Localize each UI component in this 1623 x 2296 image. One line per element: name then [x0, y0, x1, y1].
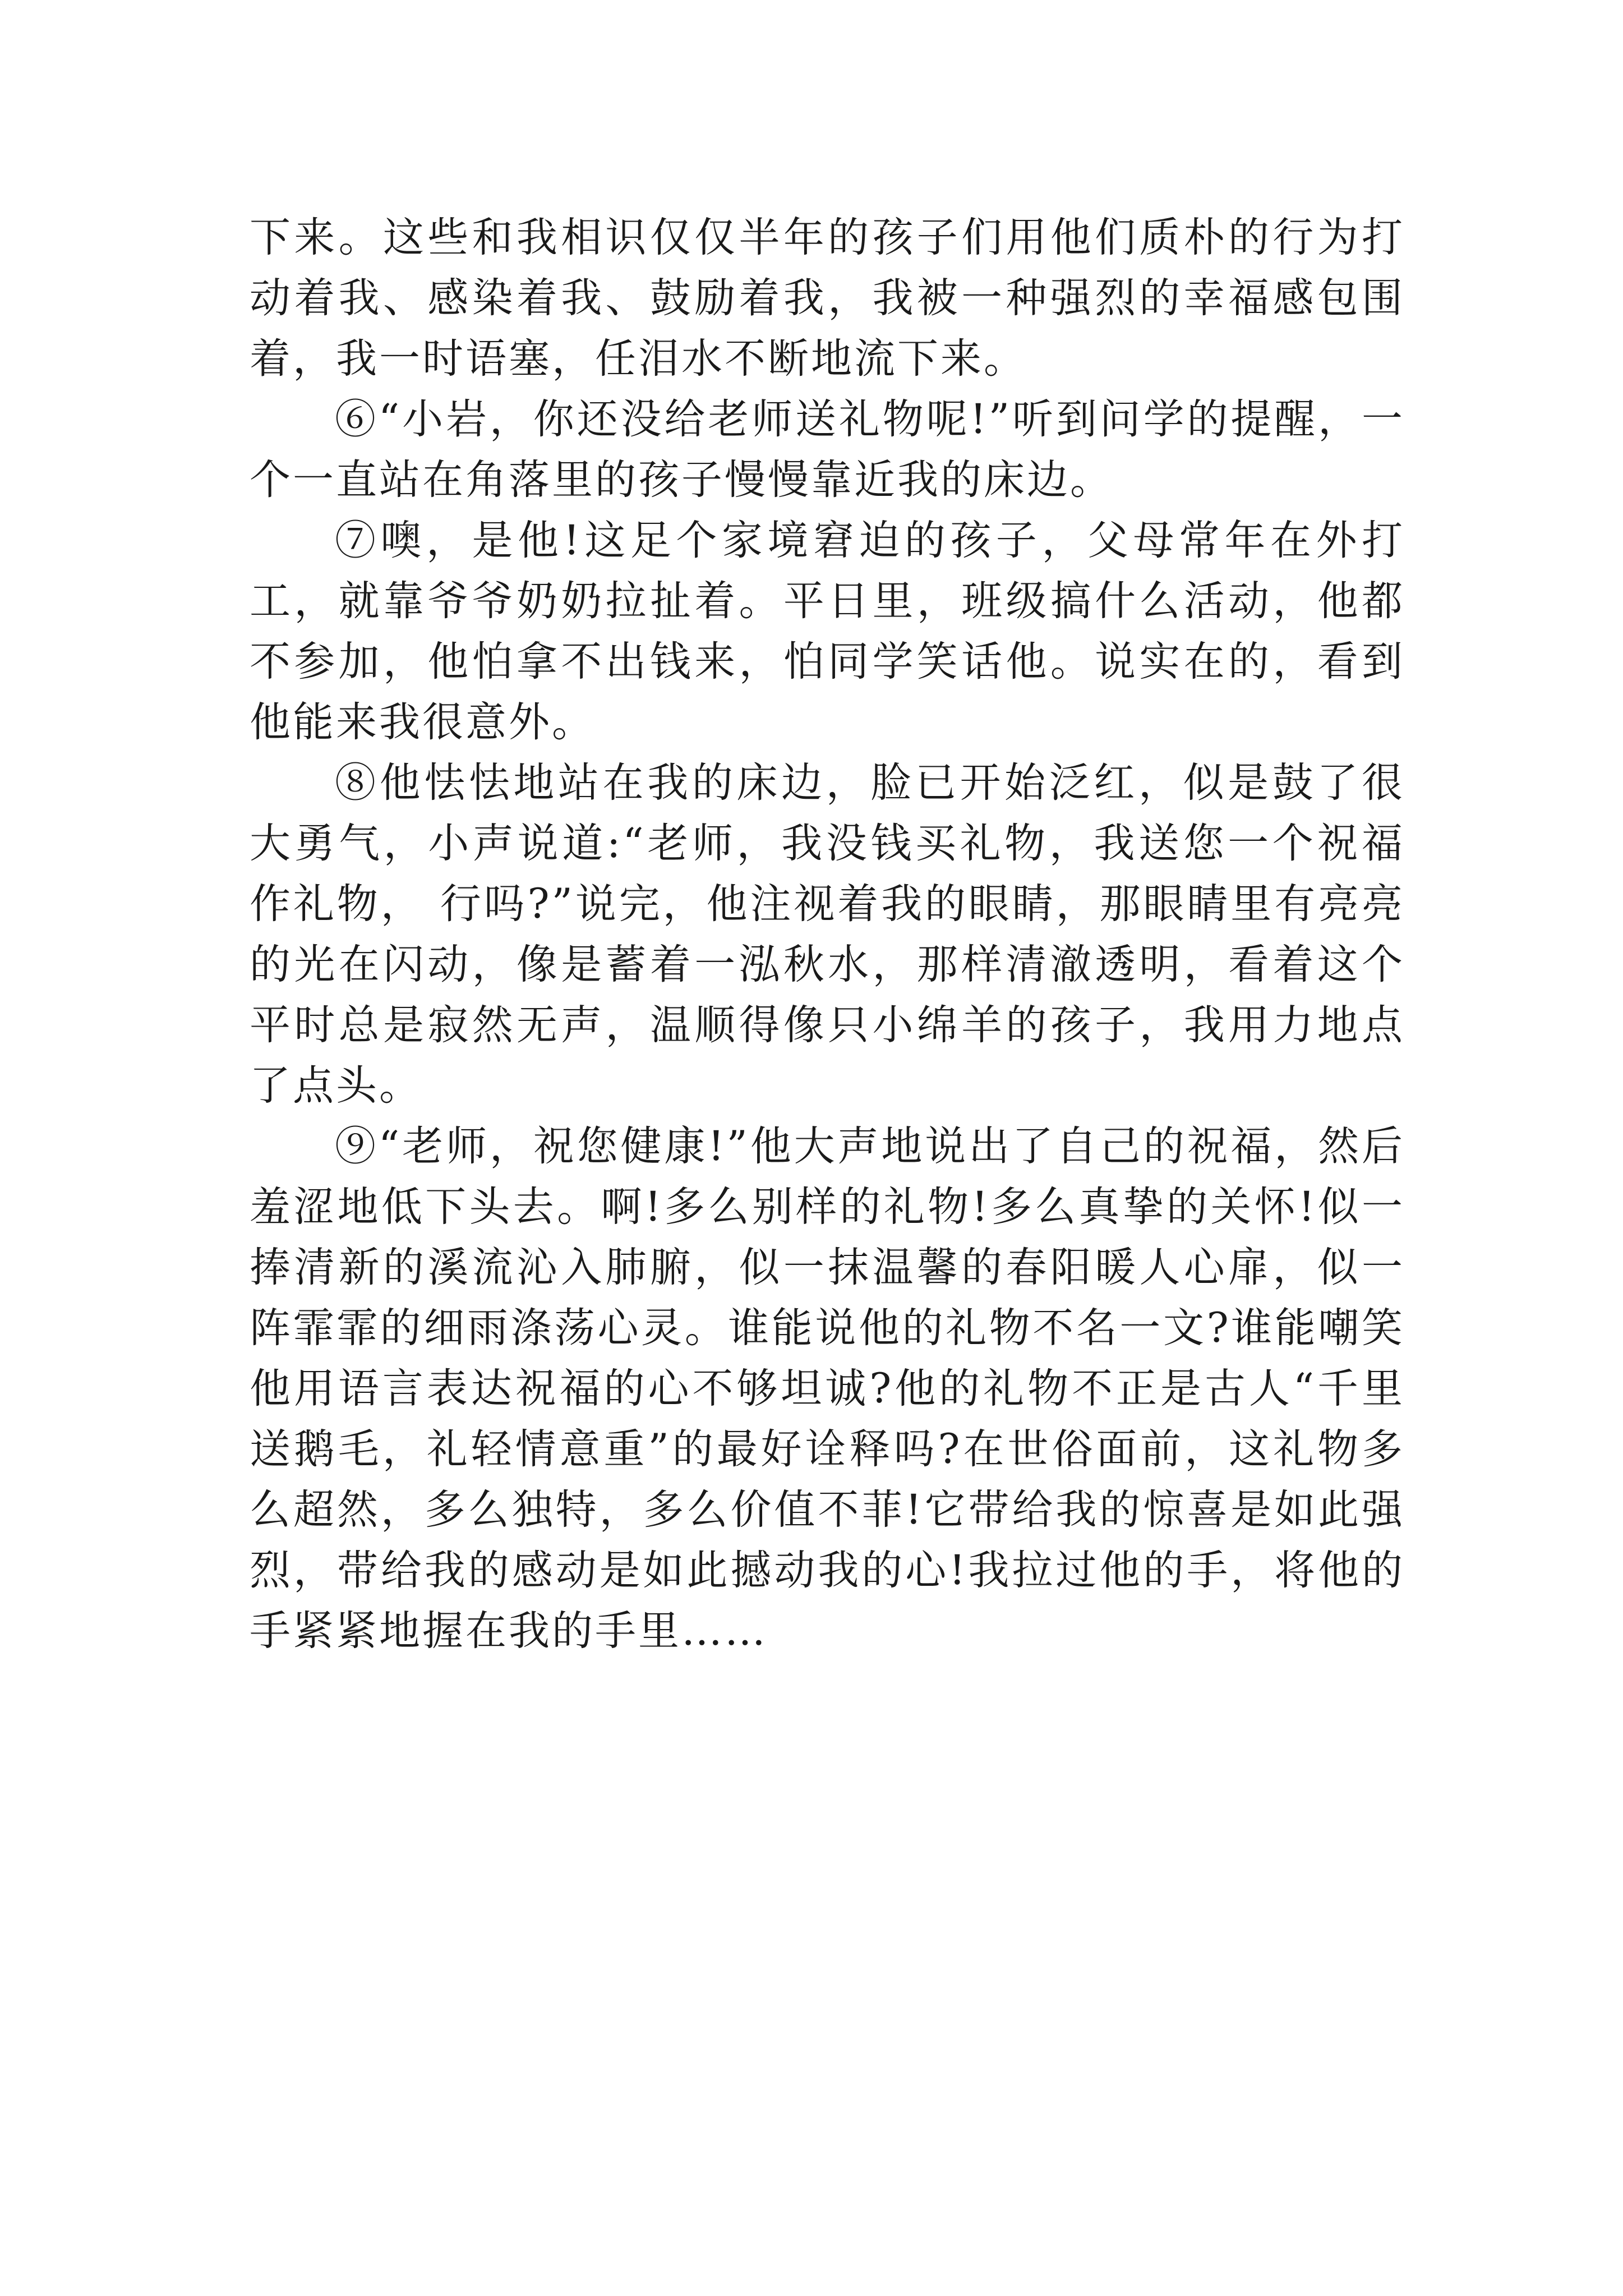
paragraph-continued: 下来。这些和我相识仅仅半年的孩子们用他们质朴的行为打动着我、感染着我、鼓励着我，我被一种强烈的幸福感包围着，我一时语塞，任泪水不断地流下来。 — [250, 214, 1405, 383]
paragraph-7: ⑦噢，是他!这足个家境窘迫的孩子，父母常年在外打工，就靠爷爷奶奶拉扯着。平日里，班级搞什么活动，他都不参加，他怕拿不出钱来，怕同学笑话他。说实在的，看到他能来我很意外。 — [250, 517, 1405, 746]
paragraph-8: ⑧他怯怯地站在我的床边，脸已开始泛红，似是鼓了很大勇气，小声说道:“老师，我没钱买礼物，我送您一个祝福作礼物， 行吗?”说完，他注视着我的眼睛，那眼睛里有亮亮的光在闪动，像是蓄着一泓秋水，那样清澈透明，看着这个平时总是寂然无声，温顺得像只小绵羊的孩子，我用力地点了点头。 — [250, 759, 1405, 1110]
document-body — [250, 208, 1405, 1662]
paragraph-6: ⑥“小岩，你还没给老师送礼物呢!”听到问学的提醒，一个一直站在角落里的孩子慢慢靠近我的床边。 — [250, 395, 1405, 504]
paragraph-9: ⑨“老师，祝您健康!”他大声地说出了自己的祝福，然后羞涩地低下头去。啊!多么别样的礼物!多么真挚的关怀!似一捧清新的溪流沁入肺腑，似一抹温馨的春阳暖人心扉，似一阵霏霏的细雨涤荡心灵。谁能说他的礼物不名一文?谁能嘲笑他用语言表达祝福的心不够坦诚?他的礼物不正是古人“千里送鹅毛，礼轻情意重”的最好诠释吗?在世俗面前，这礼物多么超然，多么独特，多么价值不菲!它带给我的惊喜是如此强烈，带给我的感动是如此撼动我的心!我拉过他的手，将他的手紧紧地握在我的手里…… — [250, 1122, 1405, 1655]
